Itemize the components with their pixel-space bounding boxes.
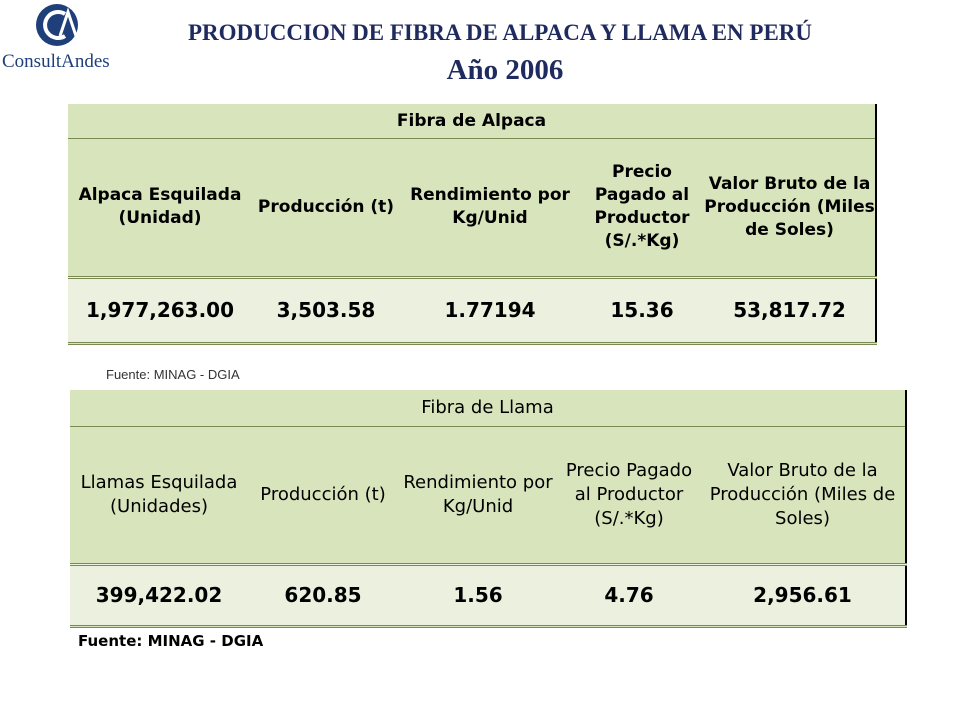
column-header: Alpaca Esquilada (Unidad) bbox=[68, 138, 252, 277]
page-subtitle: Año 2006 bbox=[446, 54, 564, 86]
column-header: Rendimiento por Kg/Unid bbox=[398, 426, 558, 564]
llama-table bbox=[70, 390, 907, 628]
table-cell: 620.85 bbox=[248, 564, 398, 626]
table-cell: 3,503.58 bbox=[252, 277, 400, 343]
table-cell: 15.36 bbox=[580, 277, 704, 343]
logo-text: ConsultAndes bbox=[2, 51, 110, 72]
column-header: Precio Pagado al Productor (S/.*Kg) bbox=[580, 138, 704, 277]
column-header: Producción (t) bbox=[252, 138, 400, 277]
column-header: Producción (t) bbox=[248, 426, 398, 564]
column-header: Valor Bruto de la Producción (Miles de Soles) bbox=[700, 426, 906, 564]
column-header: Rendimiento por Kg/Unid bbox=[400, 138, 580, 277]
table-cell: 1,977,263.00 bbox=[68, 277, 252, 343]
source-note-bold: Fuente: MINAG - DGIA bbox=[78, 632, 264, 650]
page-title: PRODUCCION DE FIBRA DE ALPACA Y LLAMA EN PERÚ bbox=[187, 20, 813, 45]
table-cell: 4.76 bbox=[558, 564, 700, 626]
column-header: Llamas Esquilada (Unidades) bbox=[70, 426, 248, 564]
table-cell: 2,956.61 bbox=[700, 564, 906, 626]
table-cell: 53,817.72 bbox=[704, 277, 876, 343]
table-cell: 1.77194 bbox=[400, 277, 580, 343]
llama-table-header: Fibra de Llama bbox=[70, 390, 906, 426]
column-header: Valor Bruto de la Producción (Miles de Soles) bbox=[704, 138, 876, 277]
table-cell: 1.56 bbox=[398, 564, 558, 626]
column-header: Precio Pagado al Productor (S/.*Kg) bbox=[558, 426, 700, 564]
consultandes-logo-icon bbox=[34, 2, 82, 48]
logo bbox=[2, 2, 122, 74]
alpaca-table bbox=[68, 104, 877, 345]
source-note: Fuente: MINAG - DGIA bbox=[106, 367, 240, 382]
alpaca-table-header: Fibra de Alpaca bbox=[68, 104, 876, 138]
table-cell: 399,422.02 bbox=[70, 564, 248, 626]
